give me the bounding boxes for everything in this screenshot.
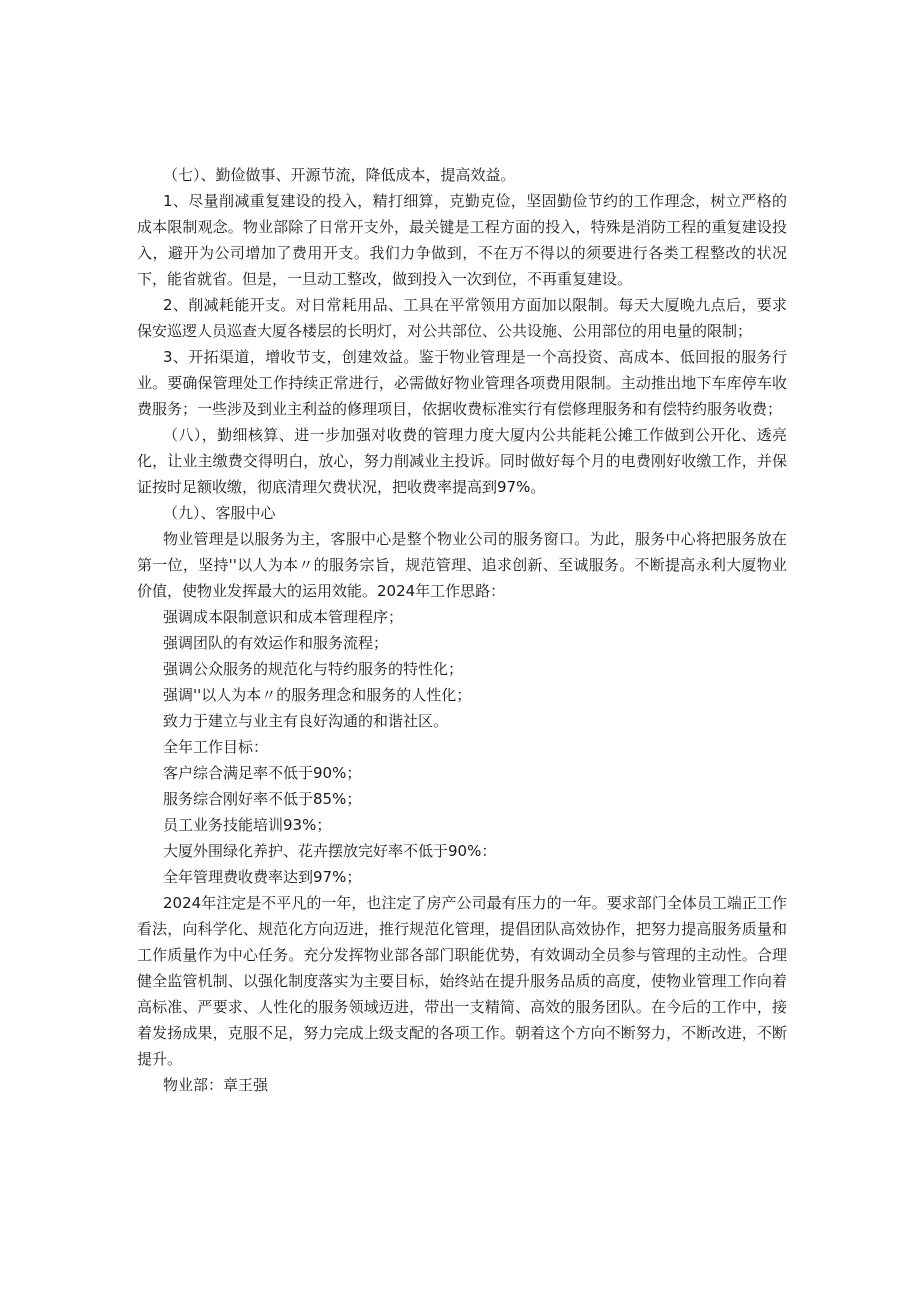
signature: 物业部：章王强 — [163, 1076, 269, 1094]
section-7-heading: （七）、勤俭做事、开源节流，降低成本，提高效益。 — [163, 166, 516, 184]
section-7-item-1: 1、尽量削减重复建设的投入，精打细算，克勤克俭，坚固勤俭节约的工作理念，树立严格的成本限制观念。物业部除了日常开支外，最关键是工程方面的投入，特殊是消防工程的重复建设投入，避开为公司增加了费用开支。我们力争做到，不在万不得以的须要进行各类工程整改的状况下，能省就省。但是，一旦动工整改，做到投入一次到位，不再重复建设。 — [137, 192, 787, 288]
section-7-item-2: 2、削减耗能开支。对日常耗用品、工具在平常领用方面加以限制。每天大厦晚九点后，要求保安巡逻人员巡查大厦各楼层的长明灯，对公共部位、公共设施、公用部位的用电量的限制； — [137, 296, 787, 340]
goal-item-1: 客户综合满足率不低于90%； — [163, 764, 362, 782]
idea-item-1: 强调成本限制意识和成本管理程序； — [163, 608, 404, 626]
idea-item-2: 强调团队的有效运作和服务流程； — [163, 634, 389, 652]
section-9-heading: （九）、客服中心 — [163, 504, 276, 522]
section-8-paragraph: （八），勤细核算、进一步加强对收费的管理力度大厦内公共能耗公摊工作做到公开化、透亮化，让业主缴费交得明白，放心，努力削减业主投诉。同时做好每个月的电费刚好收缴工作，并保证按时足额收缴，彻底清理欠费状况，把收费率提高到97%。 — [137, 426, 787, 496]
document-page — [137, 162, 787, 1098]
goal-item-2: 服务综合刚好率不低于85%； — [163, 790, 362, 808]
idea-item-3: 强调公众服务的规范化与特约服务的特性化； — [163, 660, 464, 678]
idea-item-4: 强调''以人为本〃的服务理念和服务的人性化； — [163, 686, 472, 704]
idea-item-5: 致力于建立与业主有良好沟通的和谐社区。 — [163, 712, 449, 730]
closing-paragraph: 2024年注定是不平凡的一年，也注定了房产公司最有压力的一年。要求部门全体员工端正工作看法，向科学化、规范化方向迈进，推行规范化管理，提倡团队高效协作，把努力提高服务质量和工作质量作为中心任务。充分发挥物业部各部门职能优势，有效调动全员参与管理的主动性。合理健全监管机制、以强化制度落实为主要目标，始终站在提升服务品质的高度，使物业管理工作向着高标准、严要求、人性化的服务领域迈进，带出一支精简、高效的服务团队。在今后的工作中，接着发扬成果，克服不足，努力完成上级支配的各项工作。朝着这个方向不断努力，不断改进，不断提升。 — [137, 894, 787, 1068]
goal-item-5: 全年管理费收费率达到97%； — [163, 868, 362, 886]
goal-item-4: 大厦外围绿化养护、花卉摆放完好率不低于90%： — [163, 842, 497, 860]
section-7-item-3: 3、开拓渠道，增收节支，创建效益。鉴于物业管理是一个高投资、高成本、低回报的服务行业。要确保管理处工作持续正常进行，必需做好物业管理各项费用限制。主动推出地下车库停车收费服务；一些涉及到业主利益的修理项目，依据收费标准实行有偿修理服务和有偿特约服务收费； — [137, 348, 787, 418]
section-9-intro: 物业管理是以服务为主，客服中心是整个物业公司的服务窗口。为此，服务中心将把服务放在第一位，坚持''以人为本〃的服务宗旨，规范管理、追求创新、至诚服务。不断提高永利大厦物业价值，使物业发挥最大的运用效能。2024年工作思路： — [137, 530, 787, 600]
goals-heading: 全年工作目标： — [163, 738, 269, 756]
goal-item-3: 员工业务技能培训93%； — [163, 816, 332, 834]
